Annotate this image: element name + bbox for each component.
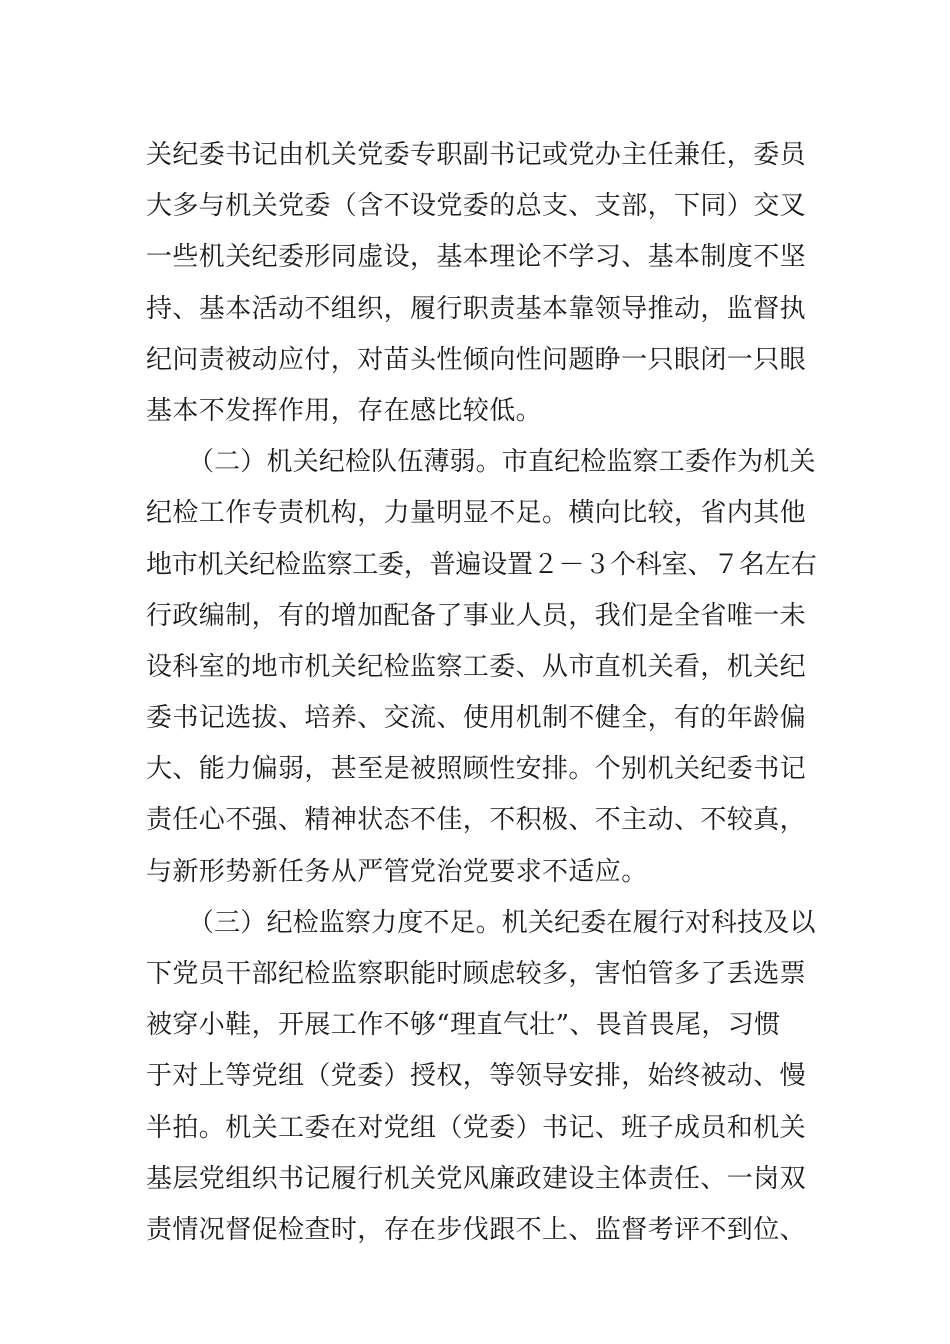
text-line: 持、基本活动不组织，履行职责基本靠领导推动，监督执 bbox=[146, 293, 807, 324]
text-line: 关纪委书记由机关党委专职副书记或党办主任兼任，委员 bbox=[146, 140, 807, 170]
text-line: 与新形势新任务从严管党治党要求不适应。 bbox=[146, 856, 648, 887]
text-line: 被穿小鞋，开展工作不够“理直气壮”、畏首畏尾，习惯 bbox=[146, 1010, 781, 1041]
text-line: 地市机关纪检监察工委，普遍设置２－３个科室、７名左右 bbox=[146, 549, 817, 580]
text-line: 纪检工作专责机构，力量明显不足。横向比较，省内其他 bbox=[146, 498, 807, 529]
text-line: 纪问责被动应付，对苗头性倾向性问题睁一只眼闭一只眼 bbox=[146, 344, 807, 375]
text-line: 大、能力偏弱，甚至是被照顾性安排。个别机关纪委书记 bbox=[146, 754, 807, 785]
text-line: 基层党组织书记履行机关党风廉政建设主体责任、一岗双 bbox=[146, 1163, 807, 1194]
text-line: 下党员干部纪检监察职能时顾虑较多，害怕管多了丢选票 bbox=[146, 959, 807, 989]
text-line: 委书记选拔、培养、交流、使用机制不健全，有的年龄偏 bbox=[146, 703, 807, 734]
text-line: 责情况督促检查时，存在步伐跟不上、监督考评不到位、 bbox=[146, 1214, 807, 1245]
text-line: 责任心不强、精神状态不佳，不积极、不主动、不较真， bbox=[146, 805, 807, 836]
text-line: 基本不发挥作用，存在感比较低。 bbox=[146, 395, 543, 426]
paragraph-start-line: （三）纪检监察力度不足。机关纪委在履行对科技及以 bbox=[188, 907, 816, 938]
text-line: 行政编制，有的增加配备了事业人员，我们是全省唯一未 bbox=[146, 600, 807, 631]
text-line: 大多与机关党委（含不设党委的总支、支部，下同）交叉 bbox=[146, 191, 807, 222]
paragraph-start-line: （二）机关纪检队伍薄弱。市直纪检监察工委作为机关 bbox=[188, 447, 816, 478]
text-line: 一些机关纪委形同虚设，基本理论不学习、基本制度不坚 bbox=[146, 242, 807, 273]
text-line: 于对上等党组（党委）授权，等领导安排，始终被动、慢 bbox=[146, 1061, 807, 1092]
text-line: 半拍。机关工委在对党组（党委）书记、班子成员和机关 bbox=[146, 1112, 807, 1143]
document-body bbox=[146, 130, 816, 1256]
text-line: 设科室的地市机关纪检监察工委、从市直机关看，机关纪 bbox=[146, 651, 807, 682]
